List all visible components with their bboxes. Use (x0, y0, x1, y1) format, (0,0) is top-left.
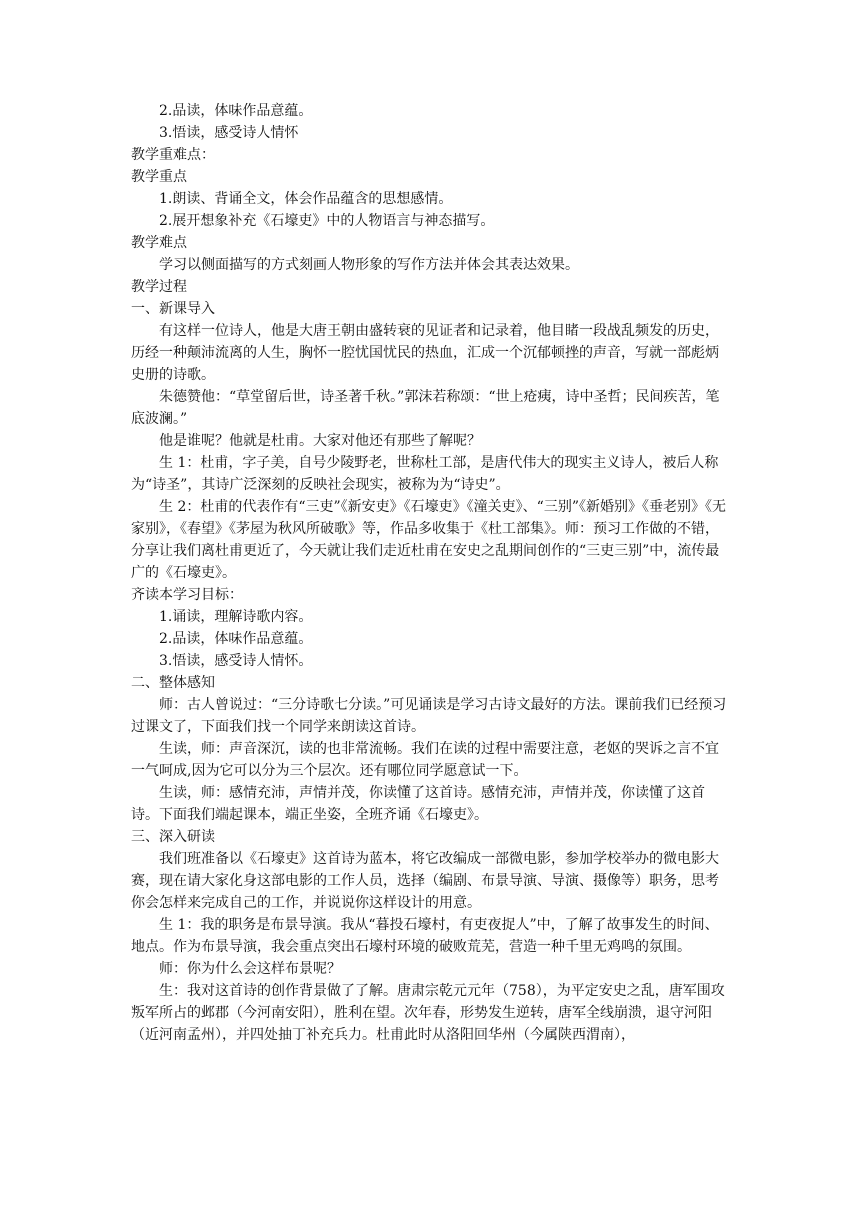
section-heading: 齐读本学习目标： (131, 587, 243, 603)
section-heading: 二、整体感知 (131, 675, 215, 691)
list-item: 2.品读，体味作品意蕴。 (159, 103, 313, 119)
paragraph: 朱德赞他：“草堂留后世，诗圣著千秋。”郭沫若称颂：“世上疮痍，诗中圣哲；民间疾苦，笔底波澜。” (131, 389, 720, 427)
list-item: 2.展开想象补充《石壕吏》中的人物语言与神态描写。 (159, 213, 495, 229)
section-heading: 教学重点 (131, 169, 187, 185)
paragraph: 生 1：我的职务是布景导演。我从“暮投石壕村，有吏夜捉人”中，了解了故事发生的时间、地点。作为布景导演，我会重点突出石壕村环境的破败荒芜，营造一种千里无鸡鸣的氛围。 (131, 917, 719, 955)
section-heading: 教学重难点： (131, 147, 215, 163)
list-item: 3.悟读，感受诗人情怀。 (159, 653, 313, 669)
section-heading: 教学过程 (131, 279, 187, 295)
paragraph: 我们班准备以《石壕吏》这首诗为蓝本，将它改编成一部微电影，参加学校举办的微电影大赛，现在请大家化身这部电影的工作人员，选择（编剧、布景导演、导演、摄像等）职务，思考你会怎样来完成自己的工作，并说说你这样设计的用意。 (131, 851, 719, 911)
paragraph: 生读，师：声音深沉，读的也非常流畅。我们在读的过程中需要注意，老妪的哭诉之言不宜一气呵成,因为它可以分为三个层次。还有哪位同学愿意试一下。 (131, 741, 719, 779)
section-heading: 教学难点 (131, 235, 187, 251)
paragraph: 生 2：杜甫的代表作有“三吏”《新安吏》《石壕吏》《潼关吏》、“三别”《新婚别》《垂老别》《无家别》，《春望》《茅屋为秋风所破歌》等，作品多收集于《杜工部集》。师：预习工作做的不错，分享让我们离杜甫更近了，今天就让我们走近杜甫在安史之乱期间创作的“三吏三别”中，流传最广的《石壕吏》。 (131, 499, 726, 581)
paragraph: 师：你为什么会这样布景呢？ (159, 961, 341, 977)
paragraph: 生 1：杜甫，字子美，自号少陵野老，世称杜工部，是唐代伟大的现实主义诗人，被后人称为“诗圣”，其诗广泛深刻的反映社会现实，被称为为“诗史”。 (131, 455, 719, 493)
list-item: 1.诵读，理解诗歌内容。 (159, 609, 313, 625)
paragraph: 生：我对这首诗的创作背景做了了解。唐肃宗乾元元年（758），为平定安史之乱，唐军围攻叛军所占的邺郡（今河南安阳），胜利在望。次年春，形势发生逆转，唐军全线崩溃，退守河阳（近河南孟州），并四处抽丁补充兵力。杜甫此时从洛阳回华州（今属陕西渭南）， (131, 983, 725, 1043)
paragraph: 有这样一位诗人，他是大唐王朝由盛转衰的见证者和记录着，他目睹一段战乱频发的历史，历经一种颠沛流离的人生，胸怀一腔忧国忧民的热血，汇成一个沉郁顿挫的声音，写就一部彪炳史册的诗歌。 (131, 323, 719, 383)
list-item: 2.品读，体味作品意蕴。 (159, 631, 313, 647)
section-heading: 一、新课导入 (131, 301, 215, 317)
document-body (131, 100, 731, 1046)
paragraph: 生读，师：感情充沛，声情并茂，你读懂了这首诗。感情充沛，声情并茂，你读懂了这首诗。下面我们端起课本，端正坐姿，全班齐诵《石壕吏》。 (131, 785, 705, 823)
list-item: 3.悟读，感受诗人情怀 (159, 125, 299, 141)
paragraph: 师：古人曾说过：“三分诗歌七分读。”可见诵读是学习古诗文最好的方法。课前我们已经预习过课文了，下面我们找一个同学来朗读这首诗。 (131, 697, 727, 735)
list-item: 1.朗读、背诵全文，体会作品蕴含的思想感情。 (159, 191, 453, 207)
paragraph: 学习以侧面描写的方式刻画人物形象的写作方法并体会其表达效果。 (159, 257, 579, 273)
paragraph: 他是谁呢？他就是杜甫。大家对他还有那些了解呢？ (159, 433, 481, 449)
section-heading: 三、深入研读 (131, 829, 215, 845)
